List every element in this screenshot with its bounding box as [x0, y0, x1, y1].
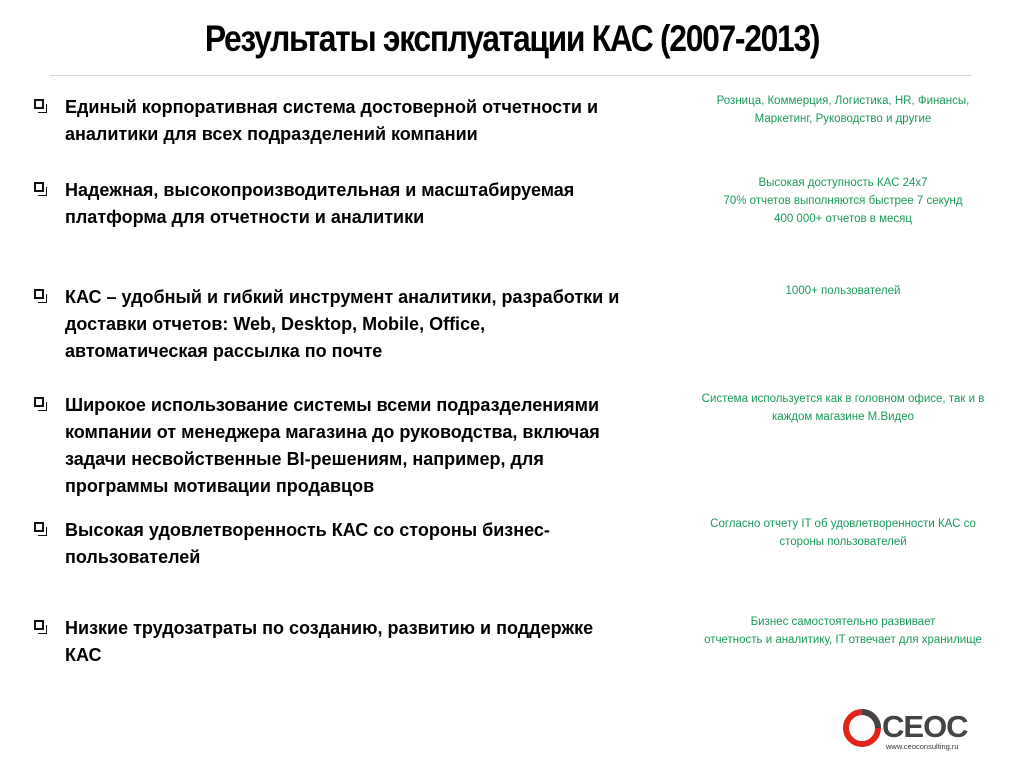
checkbox-bullet-icon [34, 397, 44, 407]
page-title: Результаты эксплуатации КАС (2007-2013) [204, 18, 820, 59]
side-note-1: Розница, Коммерция, Логистика, HR, Финансы, Маркетинг, Руководство и другие [716, 95, 970, 125]
side-note-2: Высокая доступность КАС 24х7 70% отчетов выполняются быстрее 7 секунд 400 000+ отчетов в месяц [723, 177, 963, 225]
bullet-text: Единый корпоративная система достоверной отчетности и аналитики для всех подразделений компании [65, 97, 599, 144]
side-note-3: 1000+ пользователей [785, 285, 901, 297]
bullet-item-6 [34, 615, 684, 669]
side-note-6: Бизнес самостоятельно развивает отчетность и аналитику, IT отвечает для хранилище [704, 616, 982, 646]
bullet-text: КАС – удобный и гибкий инструмент аналитики, разработки и доставки отчетов: Web, Desktop, Mobile, Office, автоматическая рассылка по почте [65, 287, 620, 361]
checkbox-bullet-icon [34, 289, 44, 299]
bullet-item-3 [34, 284, 684, 365]
checkbox-bullet-icon [34, 99, 44, 109]
checkbox-bullet-icon [34, 182, 44, 192]
ceoc-logo-icon [842, 708, 882, 748]
side-note-4: Система используется как в головном офисе, так и в каждом магазине М.Видео [701, 393, 985, 423]
bullet-item-2 [34, 177, 684, 231]
logo-brand-text: CEOC [882, 709, 968, 744]
bullet-text: Высокая удовлетворенность КАС со стороны бизнес- пользователей [65, 520, 550, 567]
ceoc-logo [840, 706, 990, 756]
bullet-item-1 [34, 94, 684, 148]
checkbox-bullet-icon [34, 620, 44, 630]
bullet-text: Широкое использование системы всеми подразделениями компании от менеджера магазина до руководства, включая задачи несвойственные BI-решениям, например, для программы мотивации продавцов [65, 395, 600, 496]
side-note-5: Согласно отчету IT об удовлетворенности КАС со стороны пользователей [710, 518, 976, 548]
checkbox-bullet-icon [34, 522, 44, 532]
bullet-item-5 [34, 517, 684, 571]
bullet-item-4 [34, 392, 684, 500]
bullet-text: Надежная, высокопроизводительная и масштабируемая платформа для отчетности и аналитики [65, 180, 575, 227]
bullet-text: Низкие трудозатраты по созданию, развитию и поддержке КАС [65, 618, 594, 665]
logo-url-text: www.ceoconsulting.ru [886, 742, 959, 751]
title-divider [50, 75, 972, 76]
